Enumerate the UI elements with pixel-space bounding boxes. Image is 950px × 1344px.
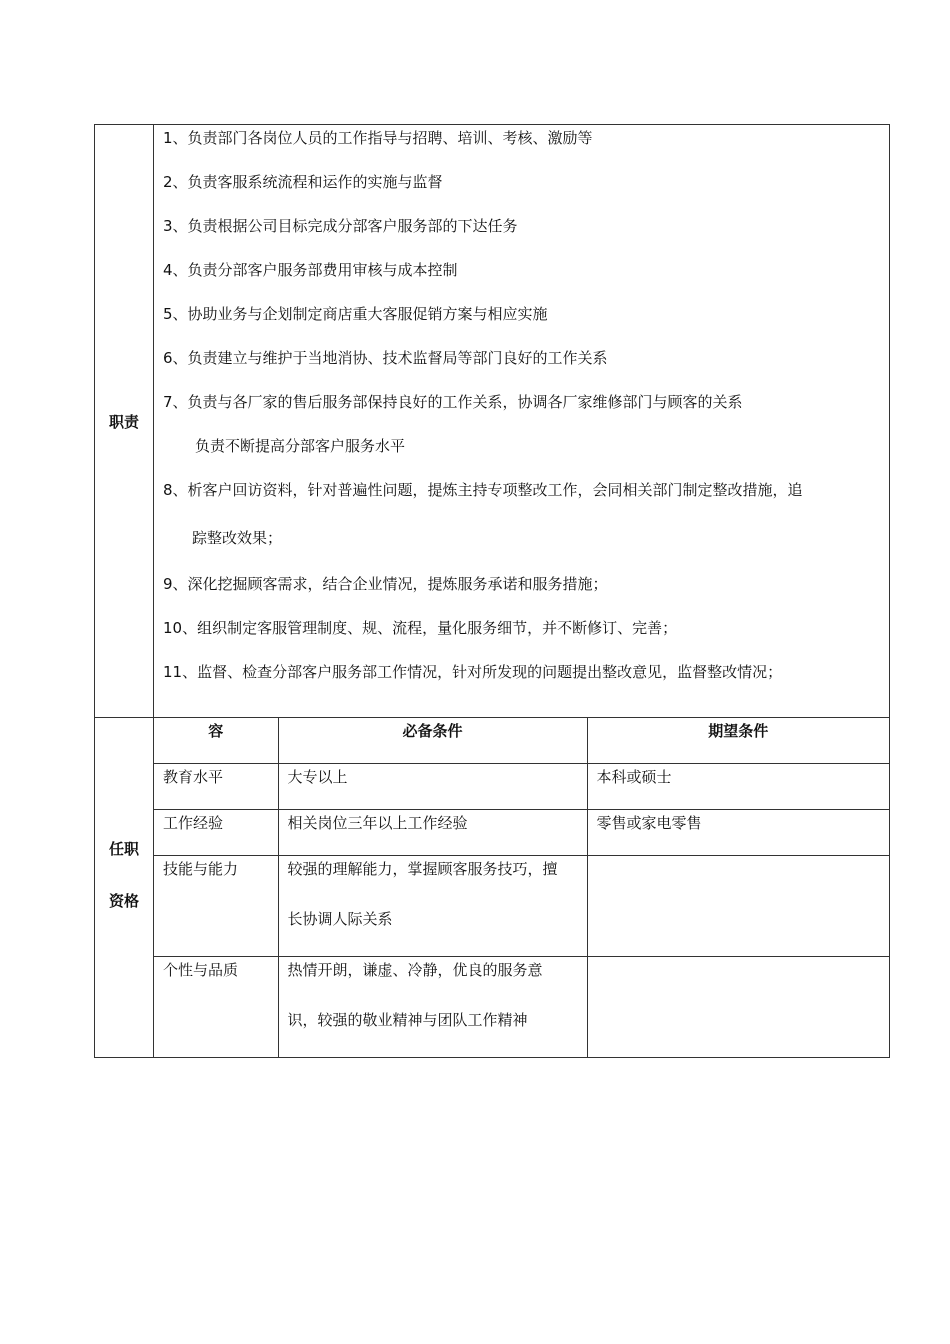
required-cell: 大专以上 (278, 764, 587, 810)
table-row (154, 764, 889, 810)
duties-content (154, 125, 890, 718)
job-description-table (94, 124, 890, 1058)
duty-item: 6、负责建立与维护于当地消协、技术监督局等部门良好的工作关系 (163, 349, 608, 367)
qualifications-header-row (154, 718, 889, 764)
qualifications-row (95, 718, 890, 1058)
duty-item: 4、负责分部客户服务部费用审核与成本控制 (163, 261, 458, 279)
table-row (154, 957, 889, 1058)
required-line: 较强的理解能力，掌握顾客服务技巧，擅 (287, 860, 558, 878)
preferred-cell: 本科或硕士 (587, 764, 889, 810)
table-row (154, 810, 889, 856)
item-cell: 个性与品质 (163, 961, 239, 979)
duty-item: 7、负责与各厂家的售后服务部保持良好的工作关系，协调各厂家维修部门与顾客的关系 (163, 393, 743, 411)
duty-item: 2、负责客服系统流程和运作的实施与监督 (163, 173, 443, 191)
qualifications-table (154, 718, 889, 1057)
required-cell (278, 957, 587, 1058)
required-cell (278, 856, 587, 957)
duty-item: 3、负责根据公司目标完成分部客户服务部的下达任务 (163, 217, 518, 235)
duty-item: 负责不断提高分部客户服务水平 (195, 437, 406, 455)
required-line: 识，较强的敬业精神与团队工作精神 (287, 1011, 528, 1029)
preferred-cell (587, 957, 889, 1058)
duty-list (154, 125, 889, 703)
required-line: 长协调人际关系 (287, 910, 393, 928)
qualifications-label (95, 718, 154, 1058)
duty-item-continuation: 踪整改效果； (192, 529, 283, 547)
preferred-cell (587, 856, 889, 957)
duty-item: 11、监督、检查分部客户服务部工作情况，针对所发现的问题提出整改意见，监督整改情况； (163, 663, 783, 681)
qualifications-content (154, 718, 890, 1058)
duty-item: 1、负责部门各岗位人员的工作指导与招聘、培训、考核、激励等 (163, 129, 593, 147)
qualifications-label-line: 资格 (108, 891, 139, 910)
column-header: 必备条件 (278, 718, 587, 764)
column-header: 容 (154, 718, 278, 764)
item-cell: 教育水平 (154, 764, 278, 810)
duties-row (95, 125, 890, 718)
preferred-cell: 零售或家电零售 (587, 810, 889, 856)
column-header: 期望条件 (587, 718, 889, 764)
required-line: 热情开朗，谦虚、冷静，优良的服务意 (287, 961, 543, 979)
duties-label: 职责 (95, 125, 154, 718)
duty-item: 10、组织制定客服管理制度、规、流程，量化服务细节，并不断修订、完善； (163, 619, 678, 637)
duty-item: 5、协助业务与企划制定商店重大客服促销方案与相应实施 (163, 305, 548, 323)
table-row (154, 856, 889, 957)
required-cell: 相关岗位三年以上工作经验 (278, 810, 587, 856)
item-cell: 工作经验 (154, 810, 278, 856)
duty-item: 9、深化挖掘顾客需求，结合企业情况，提炼服务承诺和服务措施； (163, 575, 608, 593)
duty-item: 8、析客户回访资料，针对普遍性问题，提炼主持专项整改工作，会同相关部门制定整改措施，追 (163, 481, 803, 499)
item-cell: 技能与能力 (154, 856, 278, 957)
qualifications-label-line: 任职 (108, 839, 139, 858)
